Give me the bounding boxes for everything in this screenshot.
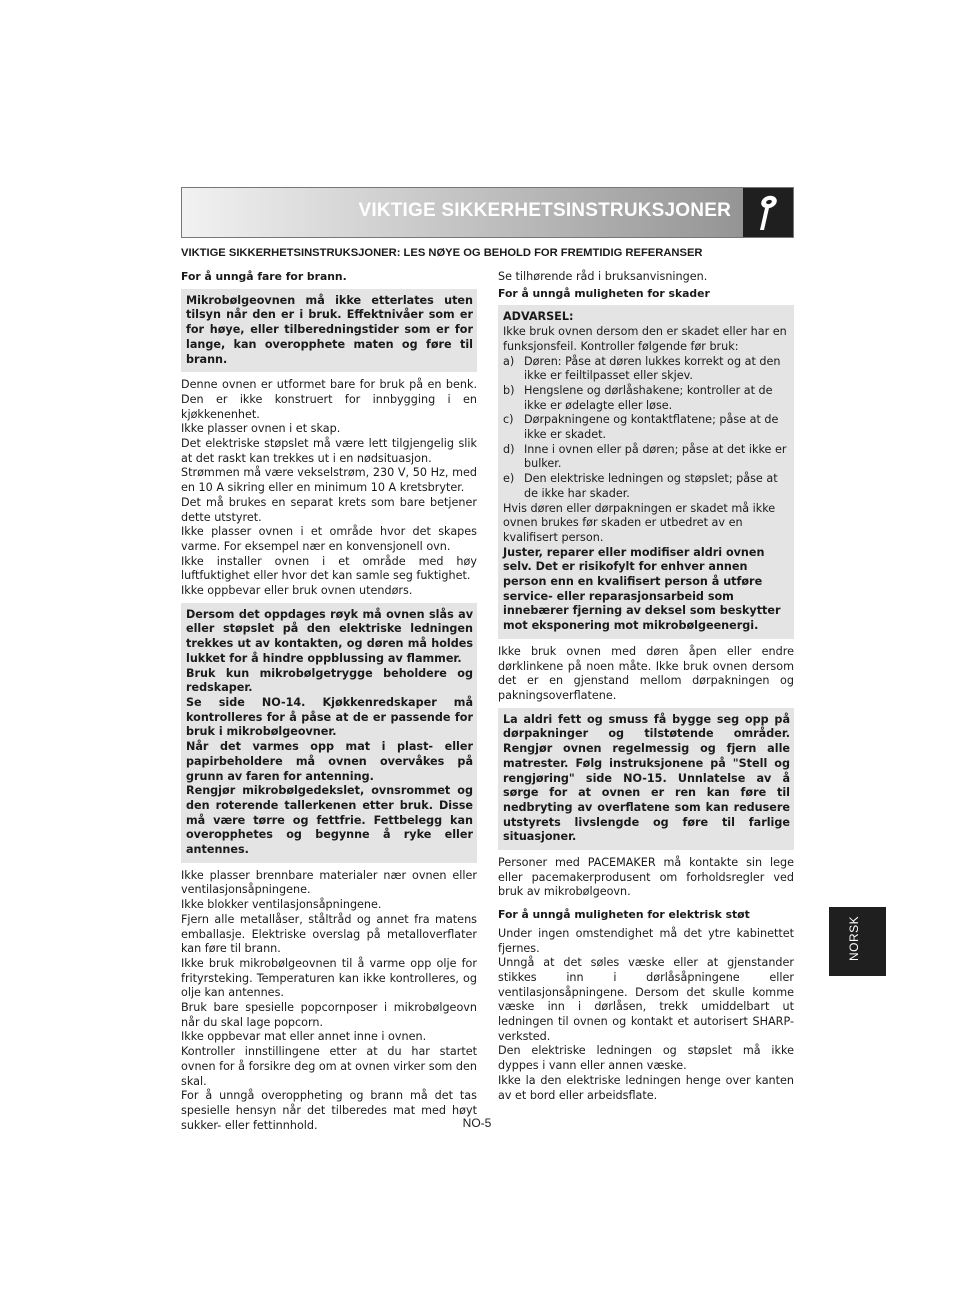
list-item [503,413,790,442]
paragraph: Strømmen må være vekselstrøm, 230 V, 50 Hz, med en 10 A sikring eller en minimum 10 A kretsbryter. [181,466,477,495]
list-text: Inne i ovnen eller på døren; påse at det ikke er bulker. [524,442,787,471]
list-text: Hengslene og dørlåshakene; kontroller at de ikke er ødelagte eller løse. [524,383,773,412]
paragraph: Det må brukes en separat krets som bare betjener dette utstyret. [181,495,477,524]
warning-box [498,305,794,638]
left-column [181,270,477,1133]
list-text: Den elektriske ledningen og støpslet; påse at de ikke har skader. [524,472,778,500]
paragraph: Den elektriske ledningen og støpslet må ikke dyppes i vann eller annen væske. [498,1044,794,1073]
paragraph: Ikke oppbevar mat eller annet inne i ovnen. [181,1030,427,1044]
box-text: Se side NO-14. Kjøkkenredskaper må kontrolleres for å påse at de er passende for bruk i mikrobølgeovner. [186,695,473,739]
fire-warning-box [181,289,477,373]
page-title: VIKTIGE SIKKERHETSINSTRUKSJONER [358,200,731,221]
paragraph: Denne ovnen er utformet bare for bruk på en benk. Den er ikke konstruert for innbygging i en kjøkkenenhet. [181,378,477,421]
paragraph: Bruk bare spesielle popcornposer i mikrobølgeovn når du skal lage popcorn. [181,1001,477,1029]
warning-after: Hvis døren eller dørpakningen er skadet må ikke ovnen brukes før skaden er utbedret av en kvalifisert person. [503,501,776,544]
paragraph: Ikke plasser brennbare materialer nær ovnen eller ventilasjonsåpningene. [181,868,477,897]
list-text: Dørpakningene og kontaktflatene; påse at de ikke er skadet. [524,413,779,442]
section-banner [181,187,794,238]
shock-paragraphs [498,927,794,1103]
injury-section-label: For å unngå muligheten for skader [498,286,710,300]
door-paragraph: Ikke bruk ovnen med døren åpen eller endre dørklinkene på noen måte. Ikke bruk ovnen dersom det er en gjenstand mellom dørpakningen og pakningsoverflatene. [498,644,794,702]
list-item [503,355,790,384]
paragraph: Det elektriske støpslet må være lett tilgjengelig slik at det raskt kan trekkes ut i en nødsituasjon. [181,437,477,465]
banner-icon-box [743,188,793,237]
see-also-text: Se tilhørende råd i bruksanvisningen. [498,270,708,283]
list-item [503,384,790,413]
list-marker: a) [503,354,515,368]
list-marker: c) [503,413,514,427]
language-tab-label: NORSK [847,915,861,961]
box-text: Bruk kun mikrobølgetrygge beholdere og redskaper. [186,666,473,695]
fire-paragraphs [181,869,477,1134]
paragraph: Ikke blokker ventilasjonsåpningene. [181,898,382,912]
paragraph: Ikke la den elektriske ledningen henge over kanten av et bord eller arbeidsflate. [498,1073,794,1102]
box-text: Rengjør mikrobølgedekslet, ovnsrommet og den roterende tallerkenen etter bruk. Disse må være tørre og fettfrie. Fettbelegg kan overopphetes og begynne å ryke eller antennes. [186,784,473,857]
paragraph: For å unngå overoppheting og brann må det tas spesielle hensyn når det tilberedes mat med høyt sukker- eller fettinnhold. [181,1089,477,1132]
cleaning-warning-box [498,708,794,850]
paragraph: Kontroller innstillingene etter at du har startet ovnen for å forsikre deg om at ovnen virker som den skal. [181,1045,477,1088]
right-column [498,270,794,1103]
warning-title: ADVARSEL: [503,310,574,324]
warning-intro: Ikke bruk ovnen dersom den er skadet eller har en funksjonsfeil. Kontroller følgende før bruk: [503,325,787,353]
pacemaker-paragraph: Personer med PACEMAKER må kontakte sin lege eller pacemakerprodusent om forholdsregler ved bruk av mikrobølgeovn. [498,856,794,899]
box-text: Mikrobølgeovnen må ikke etterlates uten tilsyn når den er i bruk. Effektnivåer som er for høye, eller tilberedningstider som er for lange, kan overopphete maten og føre til brann. [186,293,473,366]
section-subtitle: VIKTIGE SIKKERHETSINSTRUKSJONER: LES NØYE OG BEHOLD FOR FREMTIDIG REFERANSER [181,247,703,259]
paragraph: Ikke bruk mikrobølgeovnen til å varme opp olje for frityrsteking. Temperaturen kan ikke kontrolleres, og olje kan antennes. [181,956,477,1000]
box-text: Når det varmes opp mat i plast- eller papirbeholdere må ovnen overvåkes på grunn av faren for antenning. [186,740,473,783]
list-marker: b) [503,383,515,397]
paragraph: Ikke plasser ovnen i et område hvor det skapes varme. For eksempel nær en konvensjonell ovn. [181,525,477,553]
warning-bold: Juster, reparer eller modifiser aldri ovnen selv. Det er risikofylt for enhver annen person enn en kvalifisert person å utføre service- eller reparasjonsarbeid som innebærer fjerning av deksel som beskytter mot eksponering mot mikrobølgeenergi. [503,545,781,633]
list-marker: d) [503,442,515,456]
safety-icon [755,194,781,232]
fire-section-label: For å unngå fare for brann. [181,270,347,283]
box-text: Dersom det oppdages røyk må ovnen slås av eller støpslet på den elektriske ledningen trekkes ut av kontakten, og døren må holdes lukket for å hindre oppblussing av flammer. [186,607,473,665]
list-item [503,472,790,501]
box-text: La aldri fett og smuss få bygge seg opp på dørpakninger og tilstøtende områder. Rengjør ovnen regelmessig og fjern alle matrester. Følg instruksjonene på "Stell og rengjøring" side NO-15. Unnlatelse av å sørge for at ovnen er ren kan føre til nedbryting av overflatene som kan redusere utstyrets livslengde og føre til farlige situasjoner. [503,712,790,844]
page-number: NO-5 [462,1116,492,1130]
paragraph: Ikke installer ovnen i et område med høy luftfuktighet eller hvor det kan samle seg fuktighet. [181,554,477,583]
list-marker: e) [503,472,515,486]
paragraph: Ikke plasser ovnen i et skap. [181,422,341,436]
language-tab [829,907,886,976]
paragraph: Under ingen omstendighet må det ytre kabinettet fjernes. [498,926,794,955]
paragraph: Fjern alle metallåser, ståltråd og annet fra matens emballasje. Elektriske overslag på metalloverflater kan føre til brann. [181,912,477,956]
shock-section-label: For å unngå muligheten for elektrisk støt [498,908,750,922]
list-text: Døren: Påse at døren lukkes korrekt og at den ikke er feiltilpasset eller skjev. [524,354,781,383]
paragraph: Unngå at det søles væske eller at gjenstander stikkes inn i dørlåsåpningene eller ventilasjonsåpningene. Dersom det skulle komme væske inn i dørlåsen, trekk umiddelbart ut ledningen til ovnen og kontakt et autorisert SHARP-verksted. [498,956,794,1043]
install-paragraphs [181,378,477,599]
list-item [503,443,790,472]
smoke-warning-box [181,603,477,863]
paragraph: Ikke oppbevar eller bruk ovnen utendørs. [181,584,413,598]
